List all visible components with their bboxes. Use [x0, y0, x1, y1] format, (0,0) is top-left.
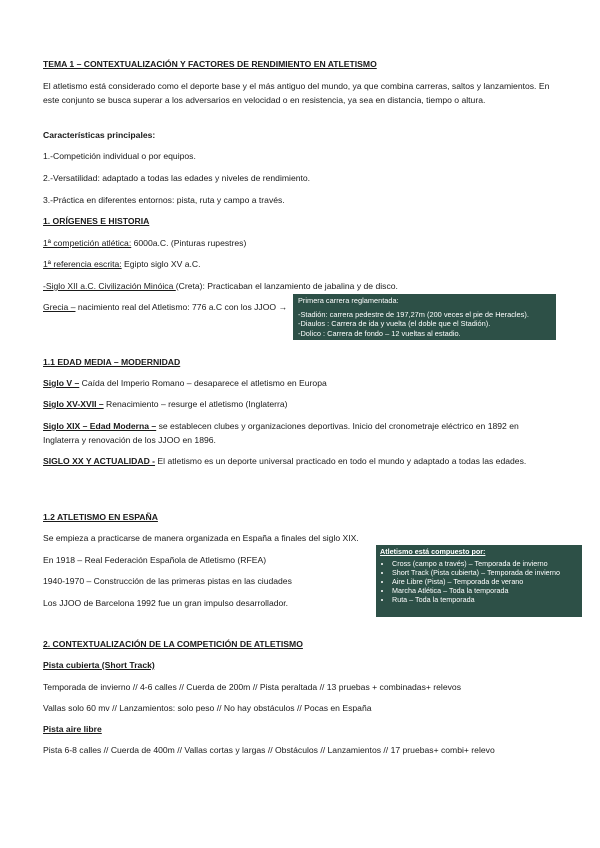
middle-ages-line-4-text: El atletismo es un deporte universal practicado en todo el mundo y adaptado a todas las edades.	[155, 456, 527, 466]
origins-line-1-label: 1ª competición atlética:	[43, 238, 132, 248]
first-race-line-3: -Dolico : Carrera de fondo – 12 vueltas al estadio.	[298, 328, 461, 338]
middle-ages-line-1-label: Siglo V –	[43, 378, 80, 388]
composition-item-5: • Ruta – Toda la temporada	[392, 595, 578, 604]
middle-ages-line-2-text: Renacimiento – resurge el atletismo (Inglaterra)	[103, 399, 288, 409]
spain-line-2: En 1918 – Real Federación Española de Atletismo (RFEA)	[43, 555, 267, 565]
composition-item-3: • Aire Libre (Pista) – Temporada de verano	[392, 577, 578, 586]
origins-heading: 1. ORÍGENES E HISTORIA	[43, 216, 150, 226]
outdoor-track-heading: Pista aire libre	[43, 724, 102, 734]
first-race-box-heading: Primera carrera reglamentada:	[298, 296, 399, 305]
document-title: TEMA 1 – CONTEXTUALIZACIÓN Y FACTORES DE RENDIMIENTO EN ATLETISMO	[43, 59, 377, 69]
first-race-line-2: -Diaulos : Carrera de ida y vuelta (el doble que el Stadión).	[298, 319, 491, 329]
middle-ages-line-2-label: Siglo XV-XVII –	[43, 399, 104, 409]
origins-line-2	[43, 258, 200, 272]
composition-item-1: • Cross (campo a través) – Temporada de invierno	[392, 559, 578, 568]
indoor-track-line-2: Vallas solo 60 mv // Lanzamientos: solo peso // No hay obstáculos // Pocas en España	[43, 703, 372, 713]
origins-line-4-text: nacimiento real del Atletismo: 776 a.C con los JJOO →	[75, 302, 288, 312]
middle-ages-line-1	[43, 377, 327, 391]
spain-heading: 1.2 ATLETISMO EN ESPAÑA	[43, 512, 158, 522]
outdoor-track-line-1: Pista 6-8 calles // Cuerda de 400m // Vallas cortas y largas // Obstáculos // Lanzamientos // 17 pruebas+ combi+ relevo	[43, 745, 495, 755]
origins-line-2-label: 1ª referencia escrita:	[43, 259, 122, 269]
origins-line-1	[43, 237, 246, 251]
characteristic-item-2: 2.-Versatilidad: adaptado a todas las edades y niveles de rendimiento.	[43, 173, 311, 183]
origins-line-3	[43, 280, 398, 294]
origins-line-3-label: -Siglo XII a.C. Civilización Minóica	[43, 281, 176, 291]
origins-line-3-text: (Creta): Practicaban el lanzamiento de jabalina y de disco.	[175, 281, 398, 291]
origins-line-2-text: Egipto siglo XV a.C.	[121, 259, 201, 269]
spain-line-4: Los JJOO de Barcelona 1992 fue un gran impulso desarrollador.	[43, 598, 289, 608]
middle-ages-line-1-text: Caída del Imperio Romano – desaparece el atletismo en Europa	[79, 378, 327, 388]
origins-line-1-text: 6000a.C. (Pinturas rupestres)	[131, 238, 247, 248]
middle-ages-line-3-label: Siglo XIX – Edad Moderna –	[43, 421, 157, 431]
intro-paragraph: El atletismo está considerado como el deporte base y el más antiguo del mundo, ya que combina carreras, saltos y lanzamientos. En este conjunto se busca superar a los adversarios en velocidad o en resistencia, ya sea en distancia, tiempo o altura.	[43, 81, 550, 105]
indoor-track-heading: Pista cubierta (Short Track)	[43, 660, 155, 670]
middle-ages-heading: 1.1 EDAD MEDIA – MODERNIDAD	[43, 357, 181, 367]
indoor-track-line-1: Temporada de invierno // 4-6 calles // Cuerda de 200m // Pista peraltada // 13 pruebas + combinadas+ relevos	[43, 682, 461, 692]
middle-ages-line-3	[43, 420, 553, 447]
composition-box-heading: Atletismo está compuesto por:	[380, 547, 486, 556]
middle-ages-line-4	[43, 455, 553, 469]
characteristics-heading: Características principales:	[43, 130, 156, 140]
composition-item-4: • Marcha Atlética – Toda la temporada	[392, 586, 578, 595]
origins-line-4	[43, 301, 288, 315]
middle-ages-line-3-text: se establecen clubes y organizaciones deportivas. Inicio del cronometraje eléctrico en 1892 en Inglaterra y renovación de los JJOO en 1896.	[43, 421, 519, 445]
origins-line-4-label: Grecia –	[43, 302, 76, 312]
first-race-box	[293, 294, 556, 340]
characteristic-item-3: 3.-Práctica en diferentes entornos: pista, ruta y campo a través.	[43, 195, 285, 205]
characteristic-item-1: 1.-Competición individual o por equipos.	[43, 151, 196, 161]
middle-ages-line-2	[43, 398, 288, 412]
spain-line-1: Se empieza a practicarse de manera organizada en España a finales del siglo XIX.	[43, 533, 359, 543]
composition-list	[380, 559, 578, 604]
middle-ages-line-4-label: SIGLO XX Y ACTUALIDAD -	[43, 456, 156, 466]
competition-heading: 2. CONTEXTUALIZACIÓN DE LA COMPETICIÓN DE ATLETISMO	[43, 639, 303, 649]
first-race-line-1: -Stadión: carrera pedestre de 197,27m (200 veces el pie de Heracles).	[298, 310, 529, 320]
spain-line-3: 1940-1970 – Construcción de las primeras pistas en las ciudades	[43, 576, 292, 586]
composition-item-2: • Short Track (Pista cubierta) – Temporada de invierno	[392, 568, 578, 577]
athletics-composition-box	[376, 545, 582, 617]
